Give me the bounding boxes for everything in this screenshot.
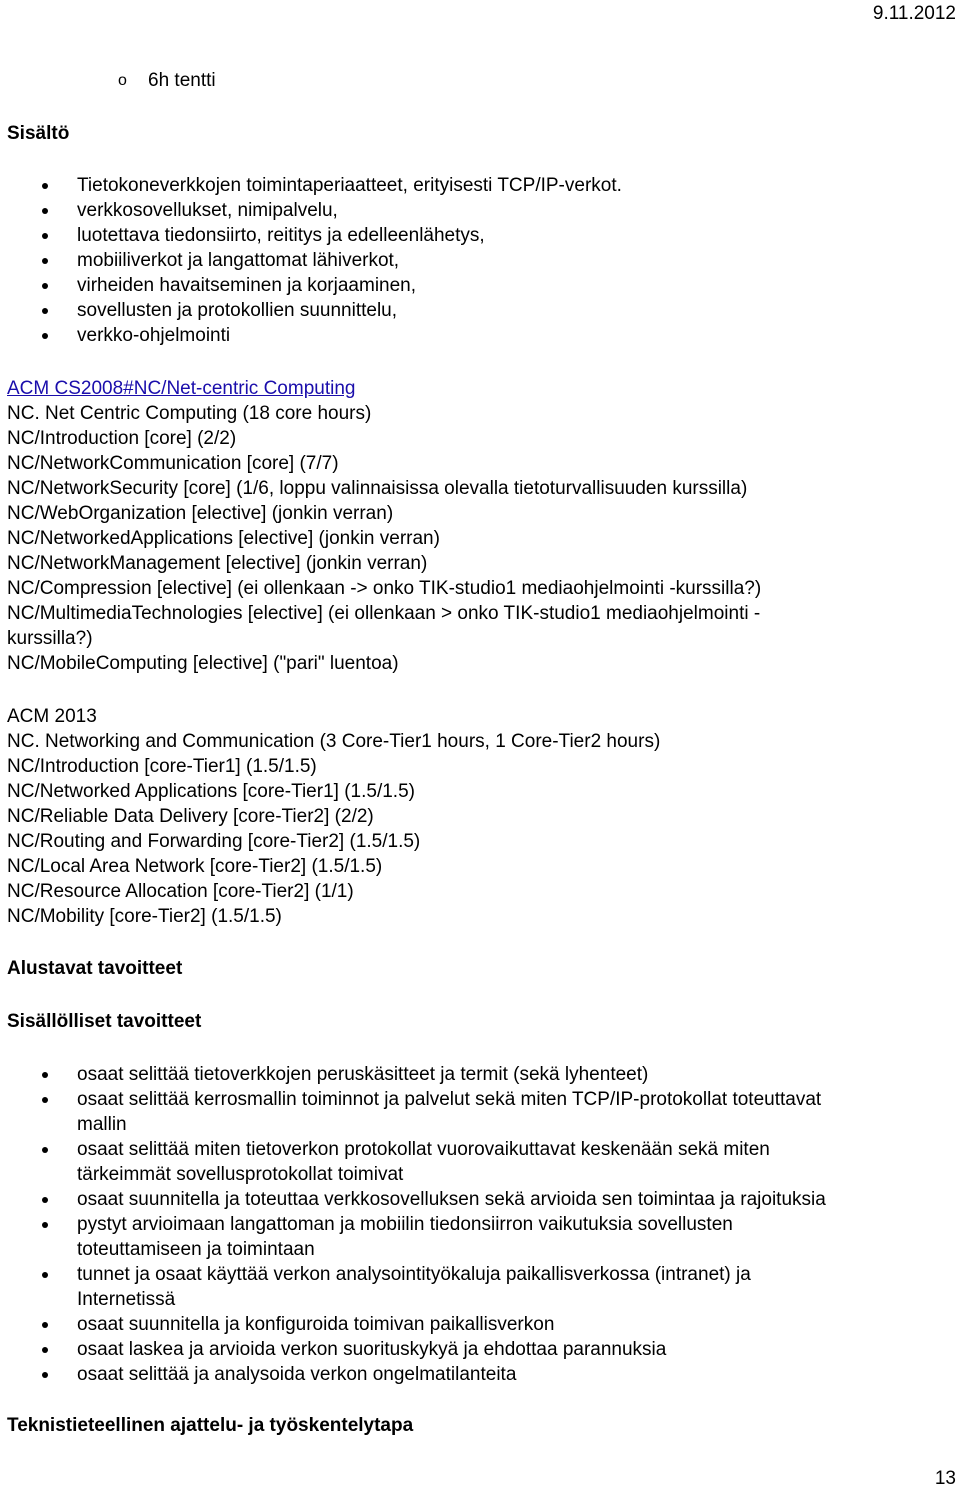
acm2008-line: NC/MobileComputing [elective] ("pari" luentoa) [7,653,399,674]
circle-bullet-icon: o [118,72,127,89]
top-subitem: 6h tentti [148,70,216,91]
acm2008-line: NC/NetworkedApplications [elective] (jonkin verran) [7,528,440,549]
bullet-icon [42,1322,48,1328]
acm2013-line: ACM 2013 [7,706,97,727]
bullet-icon [42,1347,48,1353]
heading-teknistieteellinen: Teknistieteellinen ajattelu- ja työskentelytapa [7,1415,414,1436]
acm2008-line: kurssilla?) [7,628,93,649]
acm-cs2008-link[interactable]: ACM CS2008#NC/Net-centric Computing [7,378,356,399]
acm2008-block [7,401,761,676]
acm2008-line: NC/NetworkManagement [elective] (jonkin verran) [7,553,428,574]
acm2013-line: NC/Introduction [core-Tier1] (1.5/1.5) [7,756,317,777]
bullet-icon [42,1197,48,1203]
acm2008-line: NC/WebOrganization [elective] (jonkin verran) [7,503,394,524]
heading-sisalto: Sisältö [7,123,70,144]
heading-alustavat: Alustavat tavoitteet [7,958,183,979]
bullet-icon [42,208,48,214]
acm2013-line: NC/Routing and Forwarding [core-Tier2] (1.5/1.5) [7,831,421,852]
bullet-icon [42,183,48,189]
bullet-icon [42,258,48,264]
bullet-icon [42,1147,48,1153]
bullet-icon [42,1272,48,1278]
acm2013-line: NC. Networking and Communication (3 Core-Tier1 hours, 1 Core-Tier2 hours) [7,731,661,752]
acm2013-line: NC/Resource Allocation [core-Tier2] (1/1) [7,881,354,902]
acm2008-line: NC. Net Centric Computing (18 core hours) [7,403,372,424]
bullet-icon [42,308,48,314]
page-number: 13 [934,1468,956,1489]
bullet-icon [42,233,48,239]
acm2008-line: NC/Compression [elective] (ei ollenkaan -> onko TIK-studio1 mediaohjelmointi -kurssilla?) [7,578,762,599]
acm2013-line: NC/Mobility [core-Tier2] (1.5/1.5) [7,906,282,927]
acm2013-block [7,704,660,929]
header-date: 9.11.2012 [872,3,956,24]
acm2008-line: NC/MultimediaTechnologies [elective] (ei ollenkaan > onko TIK-studio1 mediaohjelmointi - [7,603,761,624]
bullet-icon [42,1222,48,1228]
acm2013-line: NC/Networked Applications [core-Tier1] (1.5/1.5) [7,781,415,802]
bullet-icon [42,283,48,289]
acm2008-line: NC/NetworkSecurity [core] (1/6, loppu valinnaisissa olevalla tietoturvallisuuden kurssilla) [7,478,748,499]
acm2008-line: NC/Introduction [core] (2/2) [7,428,237,449]
bullet-icon [42,1072,48,1078]
acm2008-line: NC/NetworkCommunication [core] (7/7) [7,453,339,474]
bullet-icon [42,1097,48,1103]
bullet-icon [42,1372,48,1378]
acm2013-line: NC/Reliable Data Delivery [core-Tier2] (2/2) [7,806,374,827]
acm2013-line: NC/Local Area Network [core-Tier2] (1.5/1.5) [7,856,383,877]
heading-sisallolliset: Sisällölliset tavoitteet [7,1011,202,1032]
bullet-icon [42,333,48,339]
